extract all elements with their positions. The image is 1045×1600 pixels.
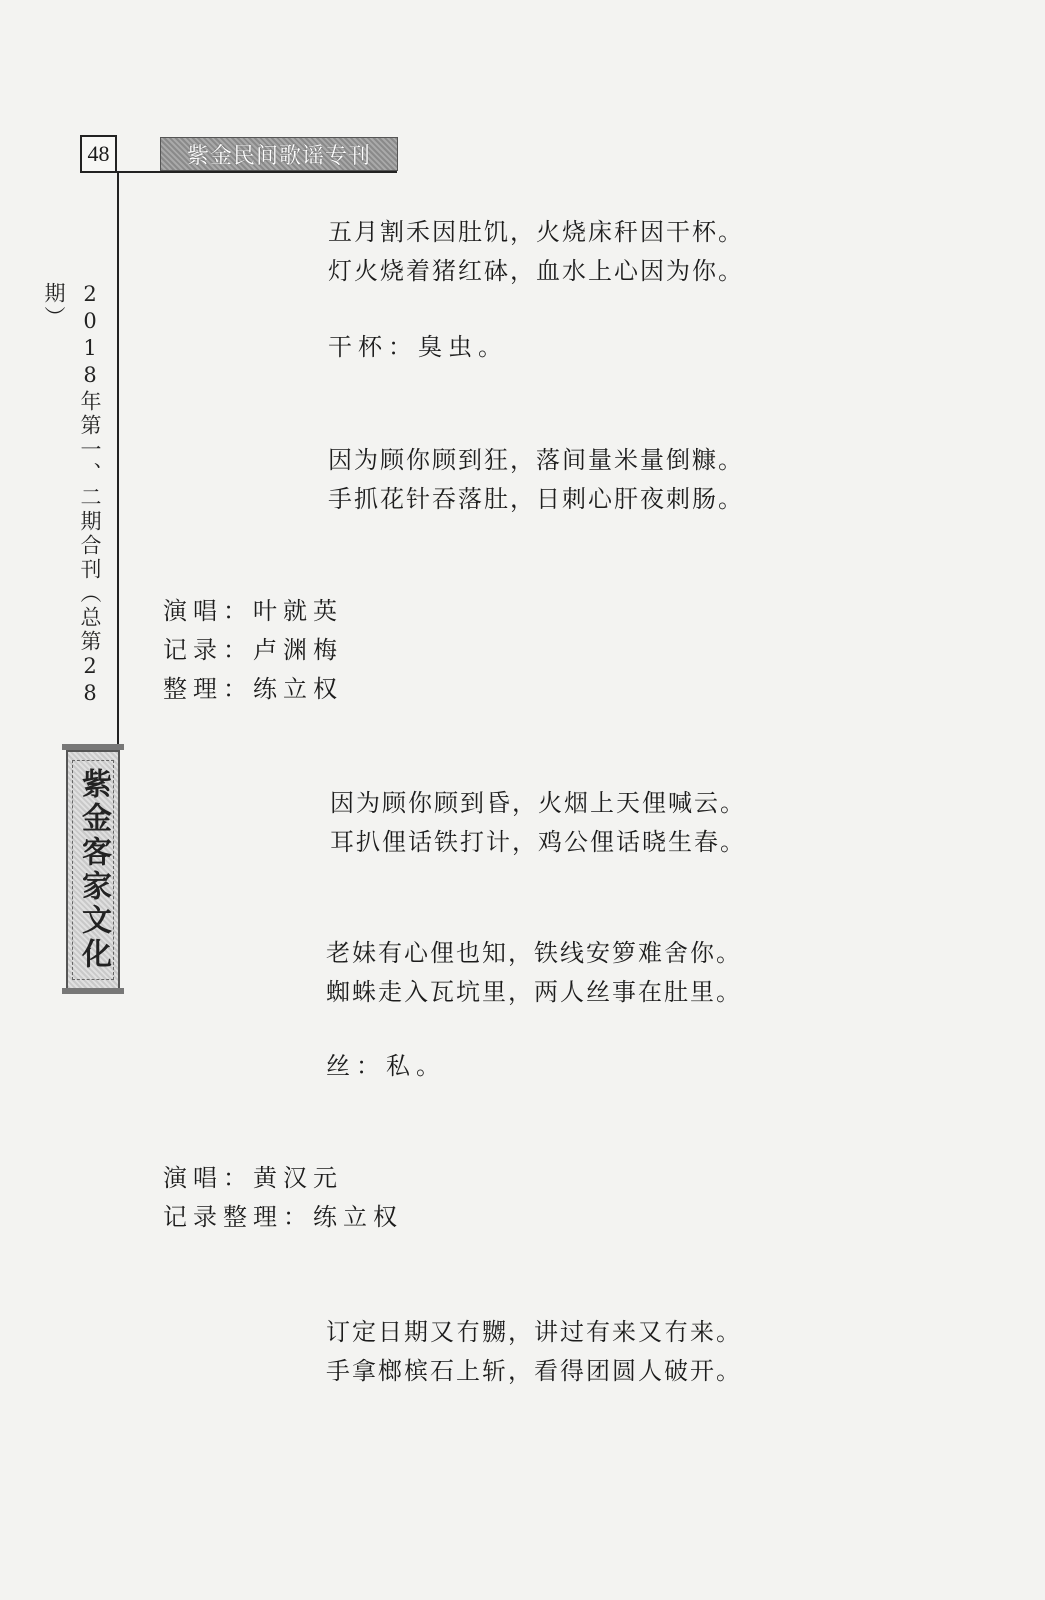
credits2-singer: 演唱：黄汉元 [163,1164,343,1192]
credits2-recorder-editor: 记录整理：练立权 [163,1203,403,1231]
sidebar-rule [117,171,119,749]
stanza1-line1: 五月割禾因肚饥，火烧床秆因干杯。 [328,218,744,246]
stanza2-line2: 手抓花针吞落肚，日刺心肝夜刺肠。 [328,485,744,513]
page-number: 48 [80,135,117,173]
credits1-singer: 演唱：叶就英 [163,597,343,625]
stanza2-line1: 因为顾你顾到狂，落间量米量倒糠。 [328,446,744,474]
stanza5-line1: 订定日期又冇嬲，讲过有来又冇来。 [326,1318,742,1346]
note1: 干杯：臭虫。 [328,333,508,361]
credits1-editor: 整理：练立权 [163,675,343,703]
stanza4-line2: 蜘蛛走入瓦坑里，两人丝事在肚里。 [326,978,742,1006]
culture-emblem [66,750,120,990]
header-divider [117,171,397,173]
emblem-text: 紫金客家文化 [76,768,111,972]
stanza3-line2: 耳扒俚话铁打计，鸡公俚话晓生春。 [330,828,746,856]
stanza3-line1: 因为顾你顾到昏，火烟上天俚喊云。 [330,789,746,817]
credits1-recorder: 记录：卢渊梅 [163,636,343,664]
stanza1-line2: 灯火烧着猪红砵，血水上心因为你。 [328,257,744,285]
stanza5-line2: 手拿榔槟石上斩，看得团圆人破开。 [326,1357,742,1385]
issue-label: 2018年第一、二期合刊（总第28期） [42,282,102,708]
emblem-bottom-cap [62,988,124,994]
header-banner-title: 紫金民间歌谣专刊 [160,137,398,171]
stanza4-line1: 老妹有心俚也知，铁线安箩难舍你。 [326,939,742,967]
note2: 丝：私。 [326,1052,446,1080]
